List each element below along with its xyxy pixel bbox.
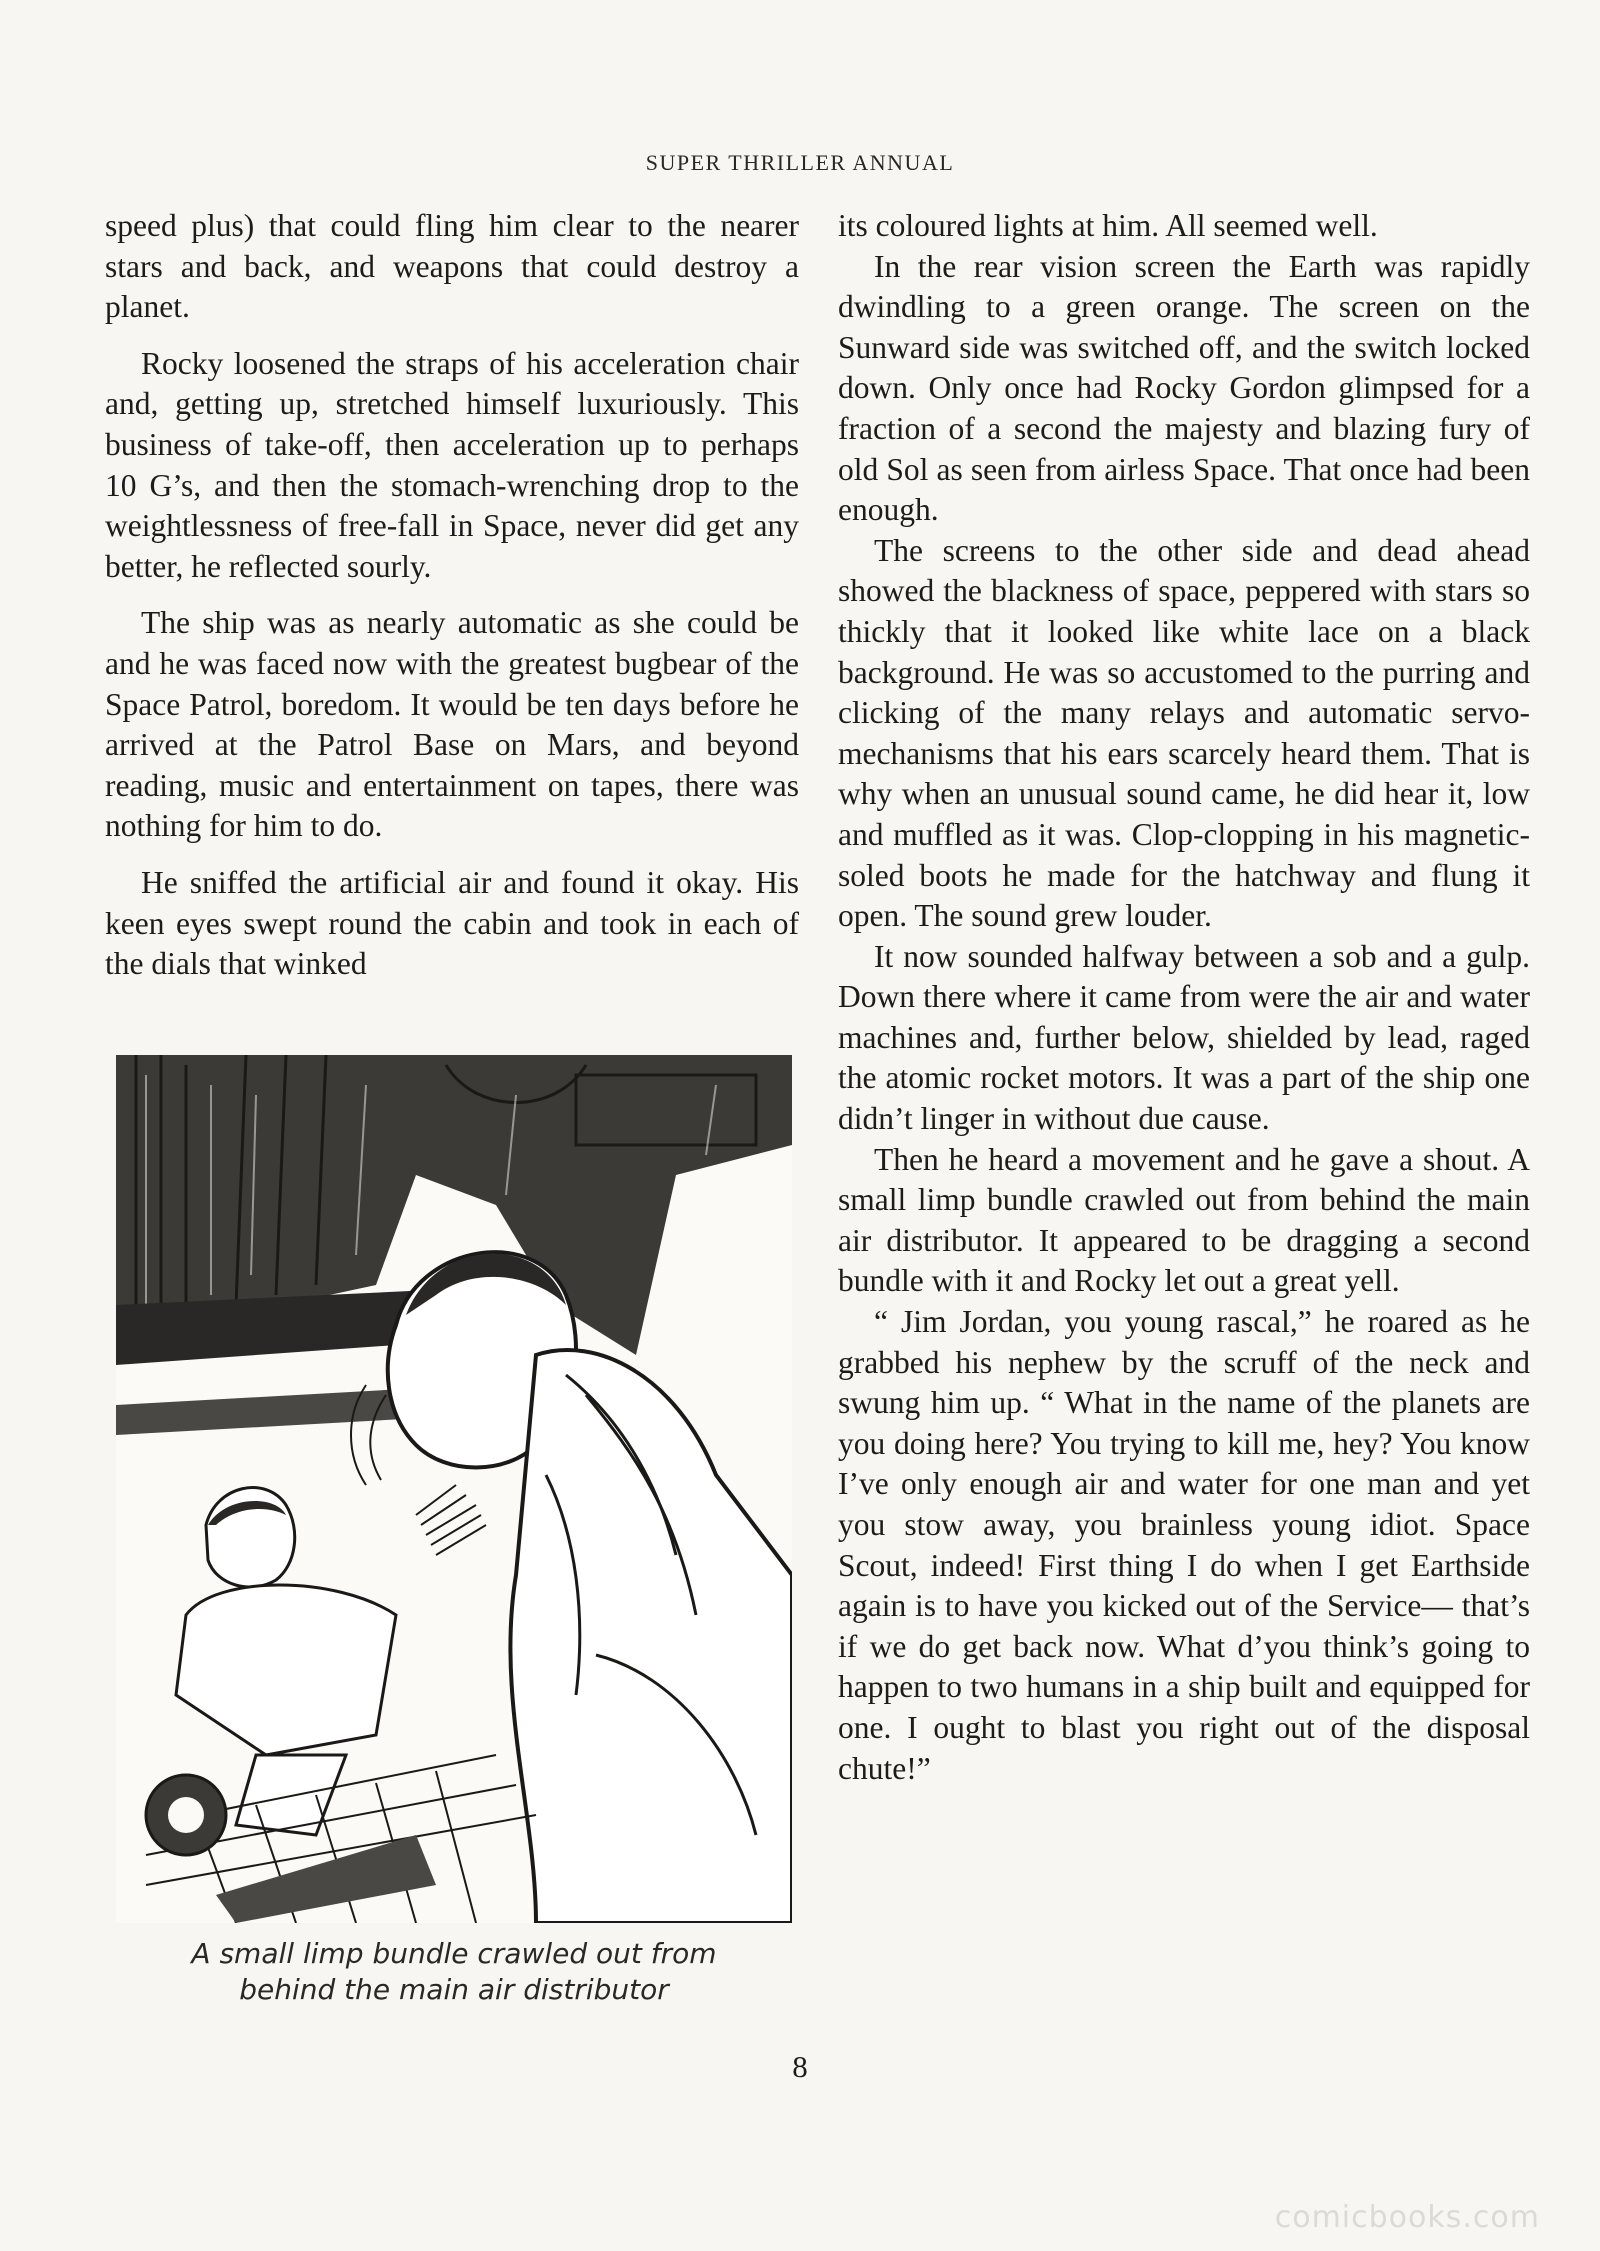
paragraph: Then he heard a movement and he gave a shout. A small limp bundle crawled out from behind the main air distributor. It appeared to be dragging a second bundle with it and Rocky let out a great yell. <box>838 1141 1530 1299</box>
watermark: comicbooks.com <box>1274 2200 1540 2235</box>
paragraph: The screens to the other side and dead ahead showed the blackness of space, peppered with stars so thickly that it looked like white lace on a black background. He was so accustomed to the purring and clicking of the many relays and automatic servo-mechanisms that his ears scarcely heard them. That is why when an unusual sound came, he did hear it, low and muffled as it was. Clop-clopping in his magnetic-soled boots he made for the hatchway and flung it open. The sound grew louder. <box>838 532 1530 934</box>
paragraph: He sniffed the artificial air and found it okay. His keen eyes swept round the cabin and took in each of the dials that winked <box>105 864 799 982</box>
illustration-drawing <box>116 1055 792 1923</box>
right-column-text <box>838 206 1530 1789</box>
paragraph: Rocky loosened the straps of his acceleration chair and, getting up, stretched himself luxuriously. This business of take-off, then acceleration up to perhaps 10 G’s, and then the stomach-wrenching drop to the weightlessness of free-fall in Space, never did get any better, he reflected sourly. <box>105 345 799 584</box>
paragraph: speed plus) that could fling him clear to the nearer stars and back, and weapons that could destroy a planet. <box>105 208 799 325</box>
paragraph: “ Jim Jordan, you young rascal,” he roared as he grabbed his nephew by the scruff of the neck and swung him up. “ What in the name of the planets are you doing here? You trying to kill me, hey? You know I’ve only enough air and water for one man and yet you stow away, you brainless young idiot. Space Scout, indeed! First thing I do when I get Earthside again is to have you kicked out of the Service— that’s if we do get back now. What d’you think’s going to happen to two humans in a ship built and equipped for one. I ought to blast you right out of the disposal chute!” <box>838 1304 1530 1786</box>
caption-line: A small limp bundle crawled out from <box>191 1937 717 1970</box>
paragraph: In the rear vision screen the Earth was rapidly dwindling to a green orange. The screen on the Sunward side was switched off, and the switch locked down. Only once had Rocky Gordon glimpsed for a fraction of a second the majesty and blazing fury of old Sol as seen from airless Space. That once had been enough. <box>838 248 1530 528</box>
paragraph: its coloured lights at him. All seemed well. <box>838 208 1378 243</box>
running-header: SUPER THRILLER ANNUAL <box>645 150 955 175</box>
paragraph: It now sounded halfway between a sob and a gulp. Down there where it came from were the air and water machines and, further below, shielded by lead, raged the atomic rocket motors. It was a part of the ship one didn’t linger in without due cause. <box>838 938 1530 1137</box>
page-number: 8 <box>792 2049 808 2084</box>
left-column-text <box>105 206 799 985</box>
paragraph: The ship was as nearly automatic as she could be and he was faced now with the greatest bugbear of the Space Patrol, boredom. It would be ten days before he arrived at the Patrol Base on Mars, and beyond reading, music and entertainment on tapes, there was nothing for him to do. <box>105 605 799 844</box>
illustration-caption <box>116 1936 792 2008</box>
illustration-rocky-and-jim <box>116 1055 792 1923</box>
caption-line: behind the main air distributor <box>239 1973 669 2006</box>
